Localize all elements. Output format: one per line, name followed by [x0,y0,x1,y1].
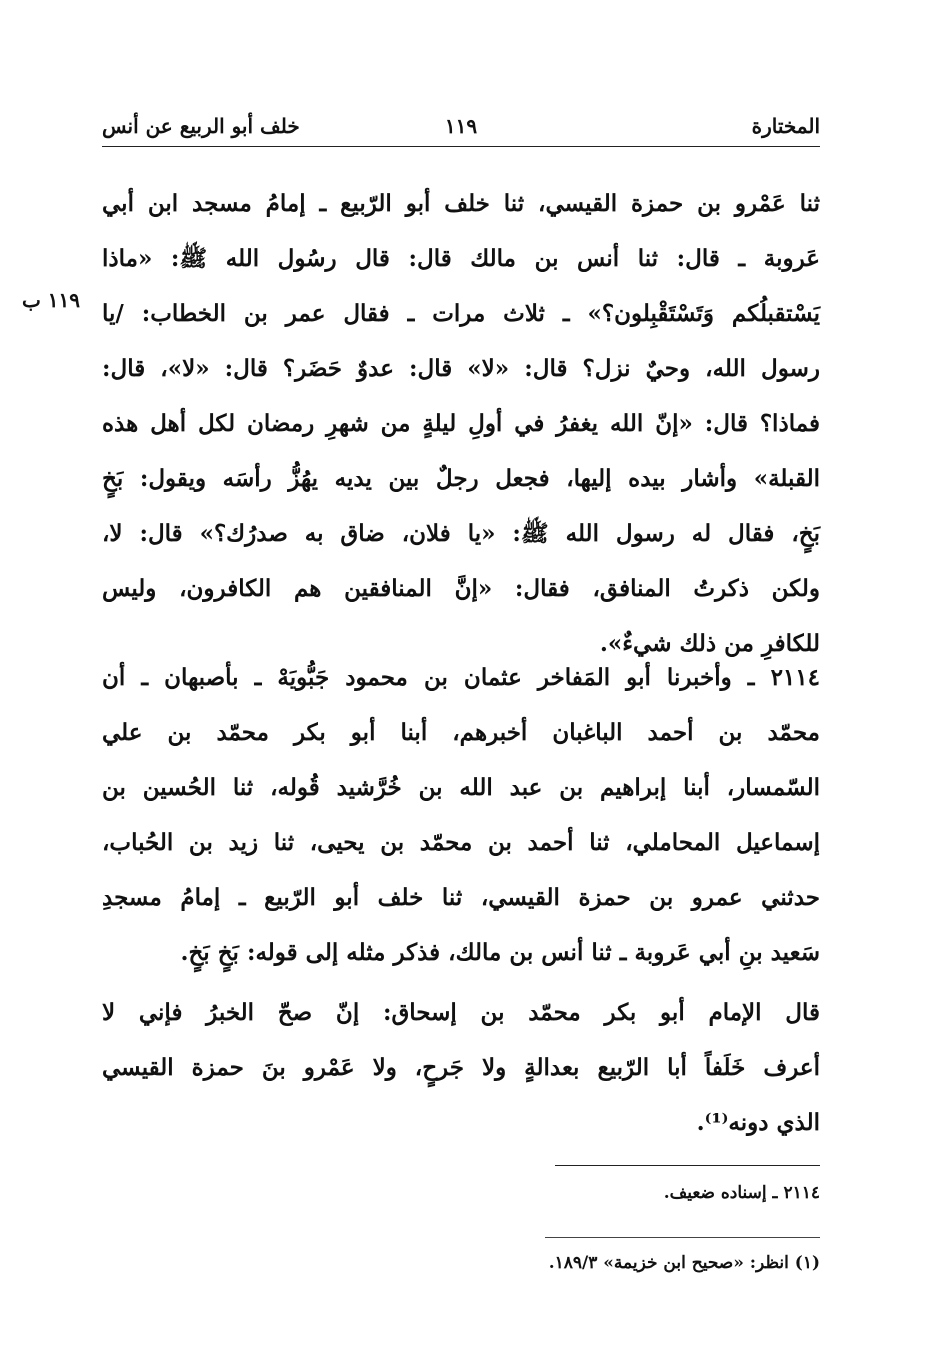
text-line: للكافرِ من ذلك شيءٌ». [599,630,820,657]
footnote-divider [555,1165,820,1166]
text-line: بَخٍ، فقال له رسول الله ﷺ: «يا فلان، ضاق به صدرُك؟» قال: لا، [102,520,820,547]
footnote-1: (١) انظر: «صحيح ابن خزيمة» ١٨٩/٣. [548,1253,820,1273]
text-line: ثنا عَمْرو بن حمزة القيسي، ثنا خلف أبو الرّبيع ـ إمامُ مسجد ابن أبي [102,190,820,217]
paragraph-imam-comment [102,985,820,1150]
text-line: محمّد بن أحمد الباغبان أخبرهم، أبنا أبو بكر محمّد بن علي [102,719,820,746]
text-line: ولكن ذكرتُ المنافق، فقال: «إنَّ المنافقين هم الكافرون، وليس [102,575,820,602]
text-line: القبلة» وأشار بيده إليها، فجعل رجلٌ بين يديه يهُزُّ رأسَه ويقول: بَخٍ [102,465,820,492]
margin-folio-note: ١١٩ ب [22,288,81,312]
text-line: سَعيد بنِ أبي عَروبة ـ ثنا أنس بن مالك، فذكر مثله إلى قوله: بَخٍ بَخٍ. [180,939,820,966]
footnote-divider-dotted [545,1237,820,1238]
text-line: عَروبة ـ قال: ثنا أنس بن مالك قال: قال رسُول الله ﷺ: «ماذا [102,245,820,272]
paragraph-hadith-text [102,176,820,671]
footnote-grading: ٢١١٤ ـ إسناده ضعيف. [663,1183,820,1203]
text-line: الذي دونه⁽¹⁾. [696,1109,820,1136]
text-line: قال الإمام أبو بكر محمّد بن إسحاق: إنّ صحّ الخبرُ فإني لا [102,999,820,1026]
text-line: أعرف خَلَفاً أبا الرّبيع بعدالةٍ ولا جَرحٍ، ولا عَمْرو بنَ حمزة القيسي [102,1054,820,1081]
text-line: إسماعيل المحاملي، ثنا أحمد بن محمّد بن يحيى، ثنا زيد بن الحُباب، [102,829,820,856]
book-title: المختارة [751,114,820,138]
text-line: يَسْتقبلُكم وَتَسْتَقْبِلون؟» ـ ثلاث مرات ـ فقال عمر بن الخطاب: /يا [102,300,820,327]
text-line: رسول الله، وحيٌ نزل؟ قال: «لا» قال: عدوٌ حَضَر؟ قال: «لا»، قال: [102,355,820,382]
text-line: فماذا؟ قال: «إنّ الله يغفرُ في أولِ ليلةٍ من شهرِ رمضان لكل أهل هذه [102,410,820,437]
section-title: خلف أبو الربيع عن أنس [102,114,300,138]
text-line: ٢١١٤ ـ وأخبرنا أبو المَفاخر عثمان بن محمود جَبُّويَهْ ـ بأصبهان ـ أن [102,664,820,691]
running-header [102,112,820,147]
paragraph-hadith-2114 [102,650,820,980]
page-number: ١١٩ [444,114,478,138]
text-line: حدثني عمرو بن حمزة القيسي، ثنا خلف أبو الرّبيع ـ إمامُ مسجدِ [102,884,820,911]
text-line: السّمسار، أبنا إبراهيم بن عبد الله بن خُرَّشيد قُوله، ثنا الحُسين بن [102,774,820,801]
